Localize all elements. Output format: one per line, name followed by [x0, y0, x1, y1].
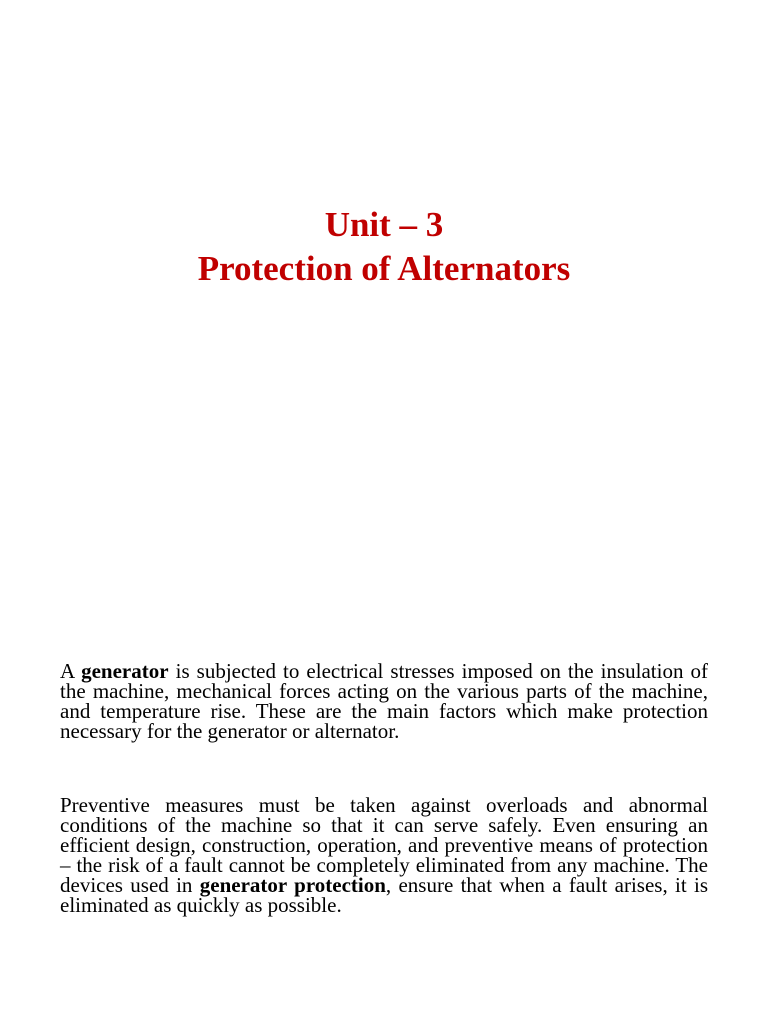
paragraph-preventive-measures [60, 795, 708, 915]
unit-heading: Unit – 3 [324, 205, 444, 244]
paragraph-1-text-end: is subjected to electrical stresses imposed on the insulation of the machine, mechanical forces acting on the various parts of the machine, and temperature rise. These are the main factors which make protection necessary for the generator or alternator. [60, 659, 708, 743]
paragraph-generator-stresses [60, 661, 708, 741]
topic-heading: Protection of Alternators [197, 249, 571, 288]
paragraph-1-bold-term: generator [81, 659, 169, 683]
paragraph-2-bold-term: generator protection [199, 873, 386, 897]
paragraph-1-text-start: A [60, 659, 82, 683]
paragraph-2-text-start: Preventive measures must be taken against overloads and abnormal conditions of the machine so that it can serve safely. Even ensuring an efficient design, construction, operation, and preventive means of protection – the risk of a fault cannot be completely eliminated from any machine. The devices used in [60, 793, 708, 897]
page-title [0, 203, 768, 291]
paragraph-2-text-end: , ensure that when a fault arises, it is eliminated as quickly as possible. [60, 873, 709, 917]
